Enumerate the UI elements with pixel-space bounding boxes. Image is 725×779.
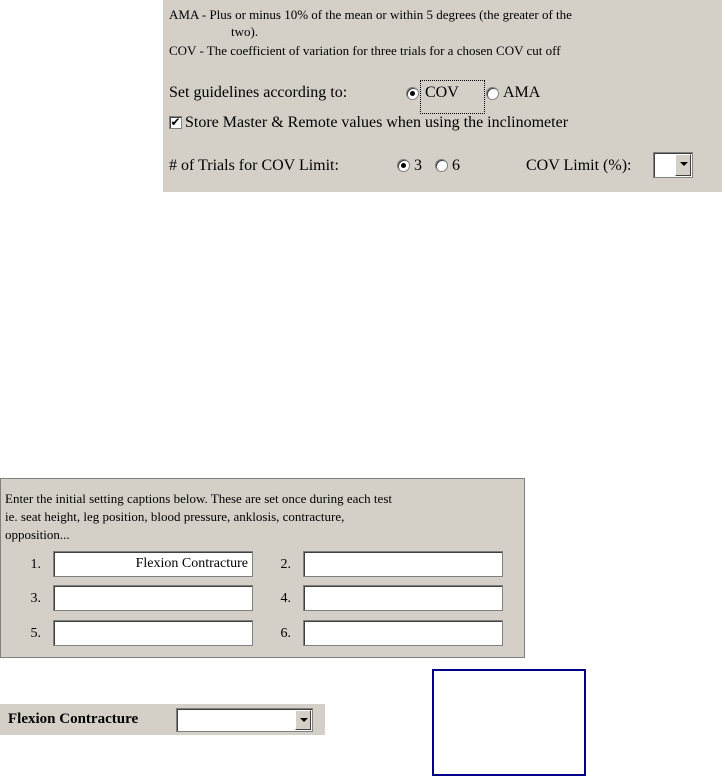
caption-number-3: 3.	[30, 591, 41, 606]
trials-6-radio[interactable]	[435, 159, 448, 172]
set-guidelines-label: Set guidelines according to:	[169, 84, 348, 101]
trials-6-label[interactable]: 6	[452, 157, 460, 174]
captions-panel	[0, 478, 525, 658]
ama-definition: AMA - Plus or minus 10% of the mean or within 5 degrees (the greater of the	[169, 7, 572, 22]
captions-intro-line1: Enter the initial setting captions below. These are set once during each test	[5, 491, 392, 506]
caption-field-1[interactable]: Flexion Contracture	[53, 551, 253, 577]
ama-radio-label[interactable]: AMA	[503, 84, 541, 101]
blank-frame	[432, 669, 586, 776]
caption-number-6: 6.	[280, 626, 291, 641]
chevron-down-icon[interactable]	[295, 710, 311, 730]
caption-field-6[interactable]	[303, 620, 503, 646]
chevron-down-icon[interactable]	[675, 154, 691, 176]
flexion-selector-dropdown[interactable]	[176, 708, 313, 732]
caption-number-1: 1.	[30, 557, 41, 572]
captions-intro-line3: opposition...	[5, 527, 70, 542]
ama-definition-cont: two).	[231, 24, 259, 39]
captions-intro-line2: ie. seat height, leg position, blood pressure, anklosis, contracture,	[5, 509, 345, 524]
caption-field-3[interactable]	[53, 585, 253, 611]
store-values-checkbox[interactable]: ✔	[170, 115, 181, 129]
trials-label: # of Trials for COV Limit:	[169, 157, 339, 174]
caption-number-5: 5.	[30, 626, 41, 641]
cov-definition: COV - The coefficient of variation for three trials for a chosen COV cut off	[169, 43, 561, 58]
cov-radio[interactable]	[406, 87, 419, 100]
trials-3-label[interactable]: 3	[414, 157, 422, 174]
caption-field-2[interactable]	[303, 551, 503, 577]
caption-field-4[interactable]	[303, 585, 503, 611]
flexion-selector-strip	[0, 704, 325, 735]
cov-limit-label: COV Limit (%):	[526, 157, 632, 174]
cov-radio-label[interactable]: COV	[425, 84, 459, 101]
ama-radio[interactable]	[486, 87, 499, 100]
flexion-selector-label: Flexion Contracture	[8, 711, 139, 727]
store-values-label: Store Master & Remote values when using the inclinometer	[185, 114, 569, 131]
guidelines-panel	[163, 0, 722, 192]
caption-number-4: 4.	[280, 591, 291, 606]
caption-field-5[interactable]	[53, 620, 253, 646]
cov-limit-dropdown[interactable]	[653, 152, 693, 178]
caption-number-2: 2.	[280, 557, 291, 572]
trials-3-radio[interactable]	[397, 159, 410, 172]
